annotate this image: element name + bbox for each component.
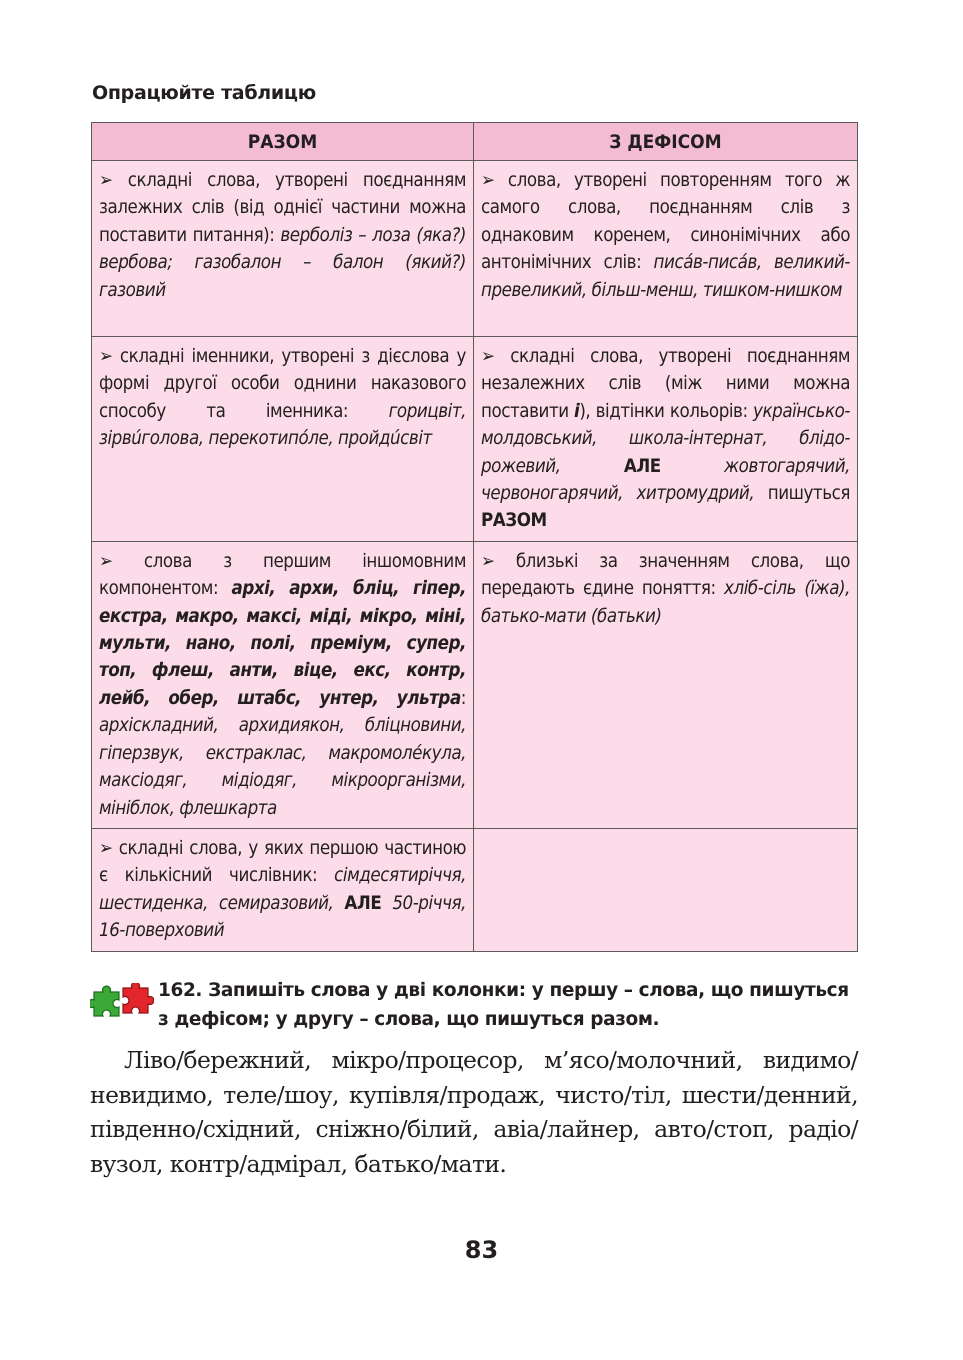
header-hyphenated: З ДЕФІСОМ xyxy=(474,123,858,161)
spelling-rules-table xyxy=(91,122,858,952)
table-row xyxy=(92,337,858,542)
rule-cell-r2-together: ➢ складні іменники, утворені з дієслова у формі другої особи однини наказового способу та іменника: горицвіт, зірвúголова, перекотипóле, пройдúсвіт xyxy=(92,337,474,542)
exercise-words: Ліво/бережний, мікро/процесор, м’ясо/молочний, видимо/невидимо, теле/шоу, купівля/продаж, чисто/тіл, шести/денний, південно/східний, сніжно/білий, авіа/лайнер, авто/стоп, радіо/вузол, контр/адмірал, батько/мати. xyxy=(90,1046,858,1178)
rule-cell-r3-together: ➢ слова з першим іншомовним компонентом: архі, архи, бліц, гіпер, екстра, макро, максі, міді, мікро, міні, мульти, нано, полі, преміум, супер, топ, флеш, анти, віце, екс, контр, лейб, обер, штабс, унтер, ультра: архіскладний, архидиякон, бліцновини, гіперзвук, екстраклас, макромолéкула, максіодяг, мідіодяг, мікроорганізми, мініблок, флешкарта xyxy=(92,541,474,828)
rule-cell-r3-hyphen: ➢ близькі за значенням слова, що передають єдине поняття: хліб-сіль (їжа), батько-мати (батьки) xyxy=(474,541,858,828)
rule-cell-r2-hyphen: ➢ складні слова, утворені поєднанням незалежних слів (між ними можна поставити і), відтінки кольорів: українсько-молдовський, школа-інтернат, блідо-рожевий, АЛЕ жовтогарячий, червоногарячий, хитромудрий, пишуться РАЗОМ xyxy=(474,337,858,542)
page-number: 83 xyxy=(464,1236,499,1264)
rule-cell-r1-together: ➢ складні слова, утворені поєднанням залежних слів (від однієї частини можна поставити питання): верболіз – лоза (яка?) вербова; газобалон – балон (який?) газовий xyxy=(92,161,474,337)
header-together: РАЗОМ xyxy=(92,123,474,161)
rule-cell-r1-hyphen: ➢ слова, утворені повторенням того ж самого слова, поєднанням слів з однаковим коренем, синонімічних або антонімічних слів: писáв-писáв, великий-превеликий, більш-менш, тишком-нишком xyxy=(474,161,858,337)
puzzle-pieces-icon xyxy=(90,983,154,1019)
rule-cell-r4-empty xyxy=(474,828,858,951)
rule-cell-r4-together: ➢ складні слова, у яких першою частиною є кількісний числівник: сімдесятиріччя, шестиденка, семиразовий, АЛЕ 50-річчя, 16-поверховий xyxy=(92,828,474,951)
section-heading: Опрацюйте таблицю xyxy=(92,82,316,104)
table-header-row xyxy=(92,123,858,161)
table-row xyxy=(92,828,858,951)
exercise-heading: 162. Запишіть слова у дві колонки: у першу – слова, що пишуться з дефісом; у другу – слова, що пишуться разом. xyxy=(158,980,849,1030)
table-row xyxy=(92,161,858,337)
table-row xyxy=(92,541,858,828)
